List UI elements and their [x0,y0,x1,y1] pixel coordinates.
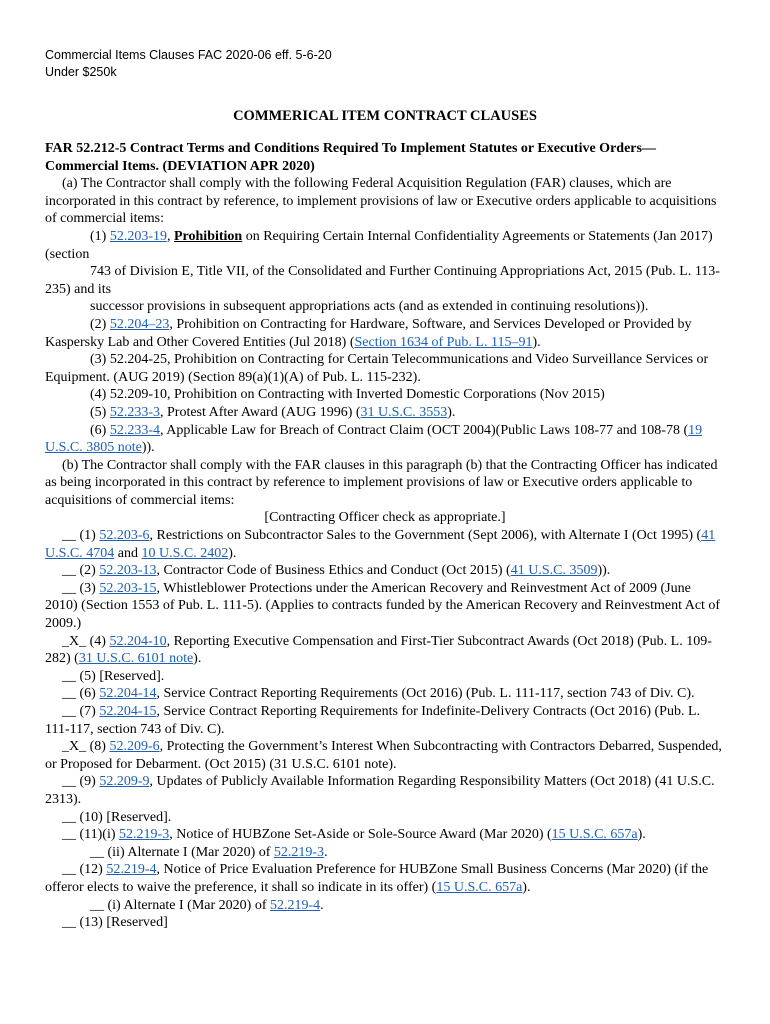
statute-link[interactable]: 41 U.S.C. 4704 [45,528,716,561]
clause-link[interactable]: 52.203-19 [109,228,167,244]
clause-link[interactable]: 52.219-4 [270,897,321,913]
clause-link[interactable]: 52.233-3 [109,404,160,420]
statute-link[interactable]: 31 U.S.C. 3553 [360,404,448,420]
clause-link[interactable]: 52.203-15 [99,580,157,596]
clause-a1-line3: successor provisions in subsequent appropriations acts (and as extended in continuing resolutions)). [90,299,649,315]
check-note: [Contracting Officer check as appropriate.] [264,510,506,526]
paragraph-a: (a) The Contractor shall comply with the following Federal Acquisition Regulation (FAR) clauses, which are incorporated in this contract by reference, to implement provisions of law or Executive orders applicable to acquisitions of commercial items: [45,176,717,227]
document-title: COMMERICAL ITEM CONTRACT CLAUSES [233,108,537,124]
clause-b8: _X_ (8) 52.209-6, Protecting the Government’s Interest When Subcontracting with Contractors Debarred, Suspended, or Proposed for Debarment. (Oct 2015) (31 U.S.C. 6101 note). [45,739,722,772]
clause-b2: __ (2) 52.203-13, Contractor Code of Business Ethics and Conduct (Oct 2015) (41 U.S.C. 3509)). [62,563,611,579]
clause-link[interactable]: 52.204-10 [109,633,167,649]
clause-b9: __ (9) 52.209-9, Updates of Publicly Available Information Regarding Responsibility Matters (Oct 2018) (41 U.S.C. 2313). [45,774,715,807]
statute-link[interactable]: Section 1634 of Pub. L. 115–91 [354,334,533,350]
clause-b11-alt: __ (ii) Alternate I (Mar 2020) of 52.219-3. [90,844,328,860]
clause-a5: (5) 52.233-3, Protest After Award (AUG 1996) (31 U.S.C. 3553). [90,404,456,420]
clause-b6: __ (6) 52.204-14, Service Contract Reporting Requirements (Oct 2016) (Pub. L. 111-117, section 743 of Div. C). [62,686,695,702]
document-header [45,47,332,81]
clause-link[interactable]: 52.209-6 [109,739,160,755]
statute-link[interactable]: 15 U.S.C. 657a [436,879,523,895]
far-heading: FAR 52.212-5 Contract Terms and Conditions Required To Implement Statutes or Executive Orders—Commercial Items. (DEVIATION APR 2020) [45,141,656,174]
clause-a6: (6) 52.233-4, Applicable Law for Breach of Contract Claim (OCT 2004)(Public Laws 108-77 and 108-78 (19 U.S.C. 3805 note)). [45,422,703,456]
statute-link[interactable]: 31 U.S.C. 6101 note [78,651,194,667]
document-body [45,140,725,932]
header-line-2: Under $250k [45,65,117,79]
clause-link[interactable]: 52.204-14 [99,686,157,702]
clause-b12-alt: __ (i) Alternate I (Mar 2020) of 52.219-4. [90,897,324,913]
clause-a3: (3) 52.204-25, Prohibition on Contracting for Certain Telecommunications and Video Surveillance Services or Equipment. (AUG 2019) (Section 89(a)(1)(A) of Pub. L. 115-232). [45,352,709,385]
statute-link[interactable]: 15 U.S.C. 657a [551,827,638,843]
clause-a1-line2: 743 of Division E, Title VII, of the Consolidated and Further Continuing Appropriations Act, 2015 (Pub. L. 113-235) and its [45,264,720,297]
paragraph-b: (b) The Contractor shall comply with the FAR clauses in this paragraph (b) that the Contracting Officer has indicated as being incorporated in this contract by reference to implement provisions of law or Executive orders applicable to acquisitions of commercial items: [45,457,718,508]
statute-link[interactable]: 19 U.S.C. 3805 note [45,422,703,456]
clause-link[interactable]: 52.219-4 [106,862,157,878]
clause-link[interactable]: 52.209-9 [99,774,150,790]
clause-b10: __ (10) [Reserved]. [62,809,172,825]
header-line-1: Commercial Items Clauses FAC 2020-06 eff. 5-6-20 [45,48,332,62]
clause-b5: __ (5) [Reserved]. [62,668,165,684]
clause-link[interactable]: 52.219-3 [119,827,170,843]
clause-b11: __ (11)(i) 52.219-3, Notice of HUBZone Set-Aside or Sole-Source Award (Mar 2020) (15 U.S.C. 657a). [62,827,646,843]
clause-a1: (1) 52.203-19, Prohibition on Requiring Certain Internal Confidentiality Agreements or Statements (Jan 2017) (section [45,228,713,262]
clause-b13: __ (13) [Reserved] [62,915,168,931]
statute-link[interactable]: 10 U.S.C. 2402 [141,545,229,561]
clause-a2: (2) 52.204–23, Prohibition on Contracting for Hardware, Software, and Services Developed or Provided by Kaspersky Lab and Other Covered Entities (Jul 2018) (Section 1634 of Pub. L. 115–91). [45,316,692,350]
clause-link[interactable]: 52.204–23 [109,316,170,332]
bold-prohibition: Prohibition [174,228,243,244]
clause-link[interactable]: 52.219-3 [273,844,325,860]
clause-link[interactable]: 52.203-6 [99,528,150,544]
clause-link[interactable]: 52.233-4 [109,422,160,438]
clause-b4: _X_ (4) 52.204-10, Reporting Executive Compensation and First-Tier Subcontract Awards (Oct 2018) (Pub. L. 109-282) (31 U.S.C. 6101 note). [45,633,712,667]
clause-b12: __ (12) 52.219-4, Notice of Price Evaluation Preference for HUBZone Small Business Concerns (Mar 2020) (if the offeror elects to waive the preference, it shall so indicate in its offer) (15 U.S.C. 657a). [45,862,709,895]
clause-b7: __ (7) 52.204-15, Service Contract Reporting Requirements for Indefinite-Delivery Contracts (Oct 2016) (Pub. L. 111-117, section 743 of Div. C). [45,704,701,737]
clause-link[interactable]: 52.204-15 [99,704,157,719]
statute-link[interactable]: 41 U.S.C. 3509 [510,563,598,579]
clause-b3: __ (3) 52.203-15, Whistleblower Protections under the American Recovery and Reinvestment Act of 2009 (June 2010) (Section 1553 of Pub. L. 111-5). (Applies to contracts funded by the American Recovery and Reinvestment Act of 2009.) [45,580,721,632]
clause-a4: (4) 52.209-10, Prohibition on Contracting with Inverted Domestic Corporations (Nov 2015) [90,387,605,403]
clause-b1: __ (1) 52.203-6, Restrictions on Subcontractor Sales to the Government (Sept 2006), with Alternate I (Oct 1995) (41 U.S.C. 4704 and 10 U.S.C. 2402). [45,528,716,561]
clause-link[interactable]: 52.203-13 [99,563,157,579]
